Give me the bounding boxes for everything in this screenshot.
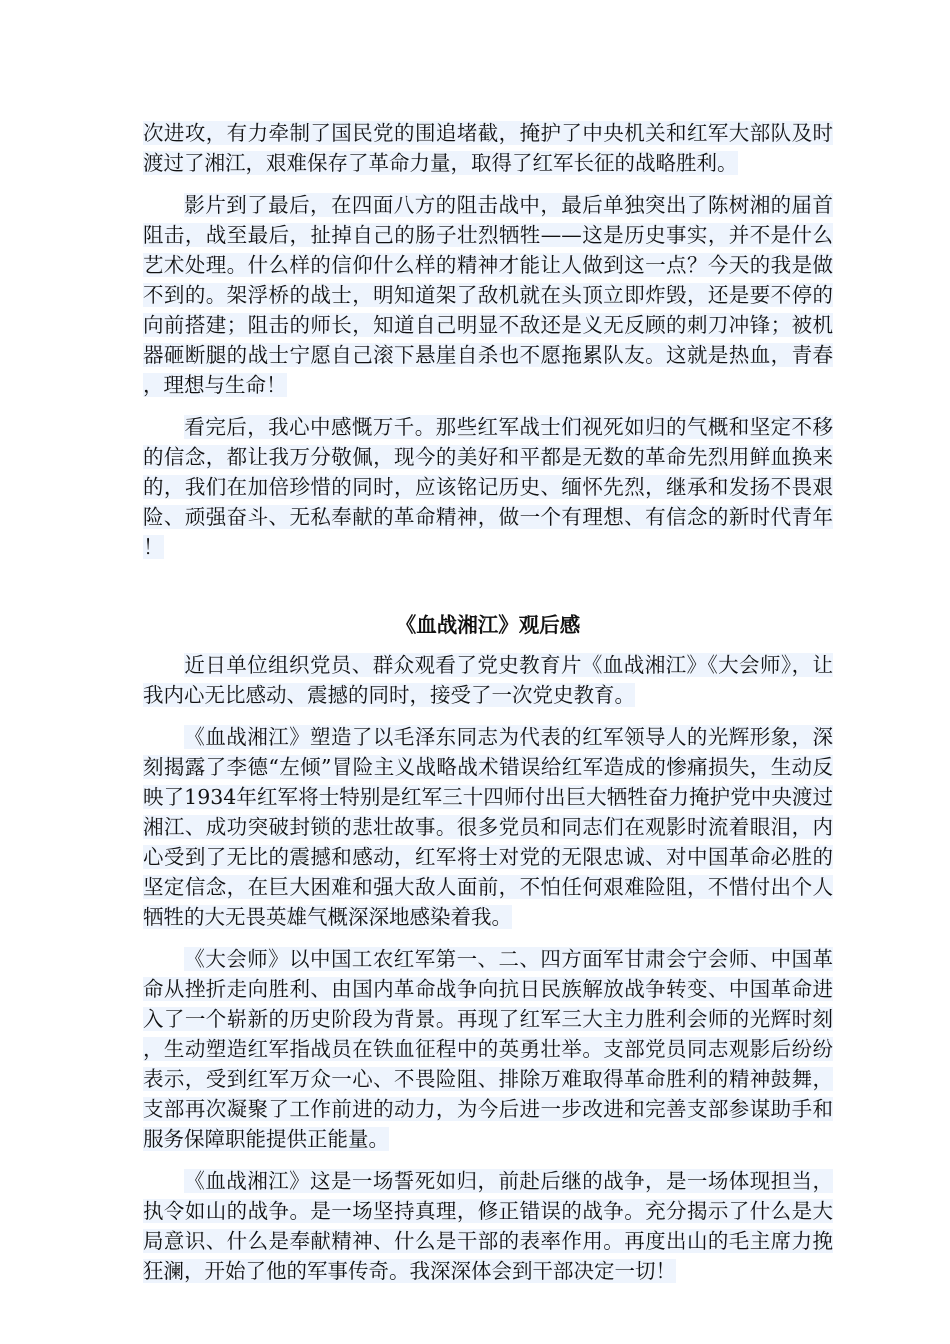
paragraph-dahuishi [143,944,833,1154]
paragraph-text: 看完后，我心中感慨万千。那些红军战士们视死如归的气概和坚定不移的信念，都让我万分敬佩，现今的美好和平都是无数的革命先烈用鲜血换来的，我们在加倍珍惜的同时，应该铭记历史、缅怀先烈，继承和发扬不畏艰险、顽强奋斗、无私奉献的革命精神，做一个有理想、有信念的新时代青年！ [143,415,833,559]
paragraph-conclusion [143,1166,833,1286]
paragraph-text: 近日单位组织党员、群众观看了党史教育片《血战湘江》《大会师》，让我内心无比感动、震撼的同时，接受了一次党史教育。 [143,653,833,707]
paragraph-text: 影片到了最后，在四面八方的阻击战中，最后单独突出了陈树湘的届首阻击，战至最后，扯掉自己的肠子壮烈牺牲——这是历史事实，并不是什么艺术处理。什么样的信仰什么样的精神才能让人做到这一点？今天的我是做不到的。架浮桥的战士，明知道架了敌机就在头顶立即炸毁，还是要不停的向前搭建；阻击的师长，知道自己明显不敌还是义无反顾的刺刀冲锋；被机器砸断腿的战士宁愿自己滚下悬崖自杀也不愿拖累队友。这就是热血，青春，理想与生命！ [143,193,833,397]
paragraph-text: 《血战湘江》这是一场誓死如归，前赴后继的战争，是一场体现担当，执令如山的战争。是一场坚持真理，修正错误的战争。充分揭示了什么是大局意识、什么是奉献精神、什么是干部的表率作用。再度出山的毛主席力挽狂澜，开始了他的军事传奇。我深深体会到干部决定一切！ [143,1169,833,1283]
paragraph-film-ending [143,190,833,400]
paragraph-intro [143,650,833,710]
paragraph-text: 次进攻，有力牵制了国民党的围追堵截，掩护了中央机关和红军大部队及时渡过了湘江，艰难保存了革命力量，取得了红军长征的战略胜利。 [143,121,833,175]
paragraph-text: 《血战湘江》塑造了以毛泽东同志为代表的红军领导人的光辉形象，深刻揭露了李德“左倾”冒险主义战略战术错误给红军造成的惨痛损失，生动反映了1934年红军将士特别是红军三十四师付出巨大牺牲奋力掩护党中央渡过湘江、成功突破封锁的悲壮故事。很多党员和同志们在观影时流着眼泪，内心受到了无比的震撼和感动，红军将士对党的无限忠诚、对中国革命必胜的坚定信念，在巨大困难和强大敌人面前，不怕任何艰难险阻，不惜付出个人牺牲的大无畏英雄气概深深地感染着我。 [143,725,833,929]
section-spacer [143,574,833,610]
paragraph-reflection [143,412,833,562]
section-title: 《血战湘江》观后感 [395,613,581,637]
document-body [143,118,833,1298]
paragraph-xuezhan-xiangjiang [143,722,833,932]
paragraph-text: 《大会师》以中国工农红军第一、二、四方面军甘肃会宁会师、中国革命从挫折走向胜利、由国内革命战争向抗日民族解放战争转变、中国革命进入了一个崭新的历史阶段为背景。再现了红军三大主力胜利会师的光辉时刻，生动塑造红军指战员在铁血征程中的英勇壮举。支部党员同志观影后纷纷表示，受到红军万众一心、不畏险阻、排除万难取得革命胜利的精神鼓舞，支部再次凝聚了工作前进的动力，为今后进一步改进和完善支部参谋助手和服务保障职能提供正能量。 [143,947,833,1151]
paragraph-continuation [143,118,833,178]
